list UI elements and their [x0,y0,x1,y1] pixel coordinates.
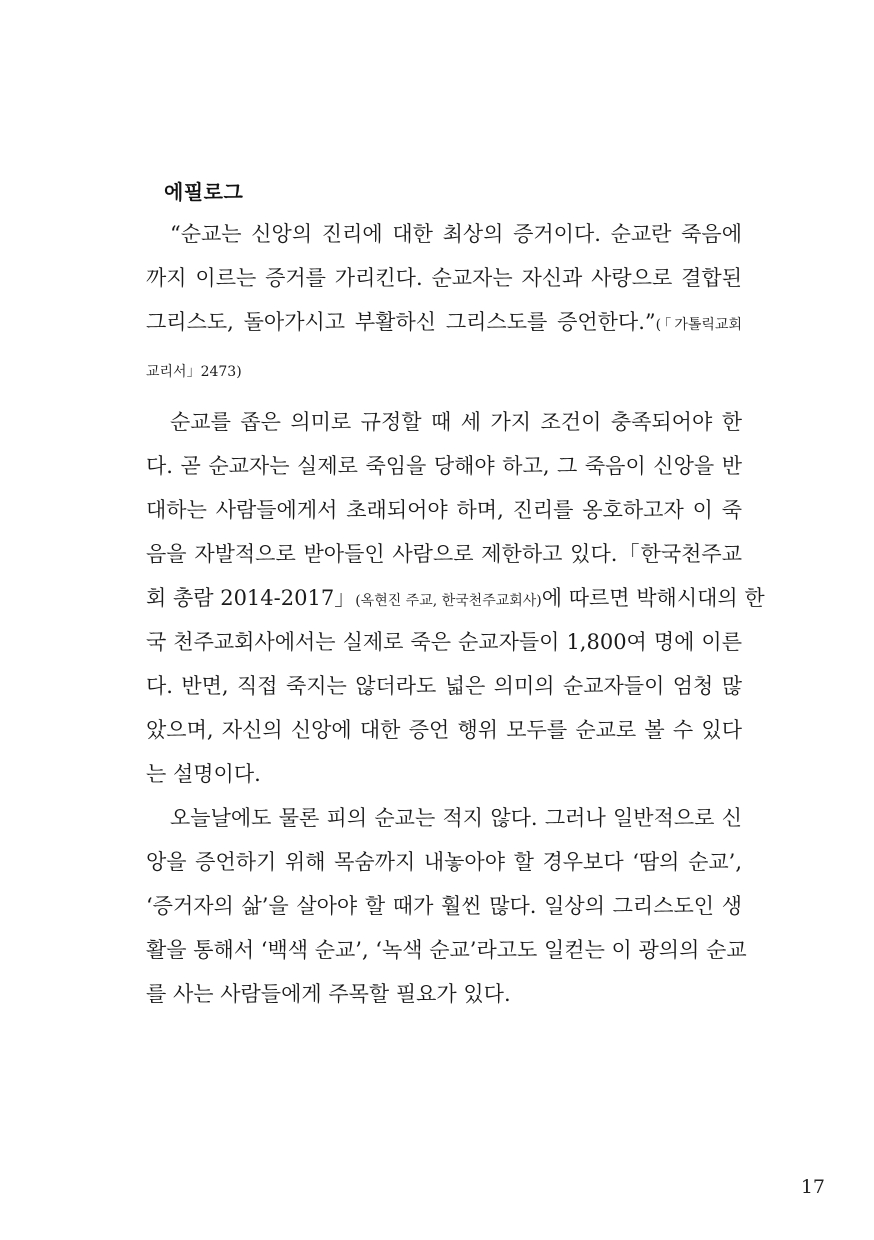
paragraph-1-line-3 [146,300,742,344]
paragraph-1 [146,212,742,400]
page-number: 17 [800,1176,825,1198]
citation-author: (옥현진 주교, 한국천주교회사) [355,593,542,609]
paragraph-2-line-3: 대하는 사람들에게서 초래되어야 하며, 진리를 옹호하고자 이 죽 [146,498,742,522]
quote-end-text: 그리스도, 돌아가시고 부활하신 그리스도를 증언한다.” [146,310,656,334]
paragraph-1-line-4: 교리서」2473) [146,364,242,380]
paragraph-2-line-8: 았으며, 자신의 신앙에 대한 증언 행위 모두를 순교로 볼 수 있다 [146,718,742,742]
paragraph-2-line-1: 순교를 좁은 의미로 규정할 때 세 가지 조건이 충족되어야 한 [170,410,742,434]
paragraph-2-line-2: 다. 곧 순교자는 실제로 죽임을 당해야 하고, 그 죽음이 신앙을 반 [146,454,742,478]
paragraph-2 [146,400,765,796]
section-heading: 에필로그 [164,180,244,204]
paragraph-2-line-6: 국 천주교회사에서는 실제로 죽은 순교자들이 1,800여 명에 이른 [146,630,742,654]
paragraph-3-line-4: 활을 통해서 ‘백색 순교’, ‘녹색 순교’라고도 일컫는 이 광의의 순교 [146,938,747,962]
paragraph-3-line-2: 앙을 증언하기 위해 목숨까지 내놓아야 할 경우보다 ‘땀의 순교’, [146,850,742,874]
paragraph-3-line-5: 를 사는 사람들에게 주목할 필요가 있다. [146,982,511,1006]
paragraph-2-line-7: 다. 반면, 직접 죽지는 않더라도 넓은 의미의 순교자들이 엄청 많 [146,674,742,698]
paragraph-2-line-5 [146,576,765,620]
citation-catechism: (「가톨릭교회 [655,317,742,333]
paragraph-1-line-1: “순교는 신앙의 진리에 대한 최상의 증거이다. 순교란 죽음에 [170,222,742,246]
body-text [146,212,765,1016]
book-title: 회 총람 2014-2017」 [146,586,356,610]
paragraph-2-line-4: 음을 자발적으로 받아들인 사람으로 제한하고 있다.「한국천주교 [146,542,742,566]
paragraph-3-line-3: ‘증거자의 삶’을 살아야 할 때가 훨씬 많다. 일상의 그리스도인 생 [146,894,742,918]
paragraph-3 [146,796,747,1016]
paragraph-3-line-1: 오늘날에도 물론 피의 순교는 적지 않다. 그러나 일반적으로 신 [170,806,742,830]
line-continuation: 에 따르면 박해시대의 한 [541,586,765,610]
paragraph-2-line-9: 는 설명이다. [146,762,261,786]
paragraph-1-line-2: 까지 이르는 증거를 가리킨다. 순교자는 자신과 사랑으로 결합된 [146,266,742,290]
